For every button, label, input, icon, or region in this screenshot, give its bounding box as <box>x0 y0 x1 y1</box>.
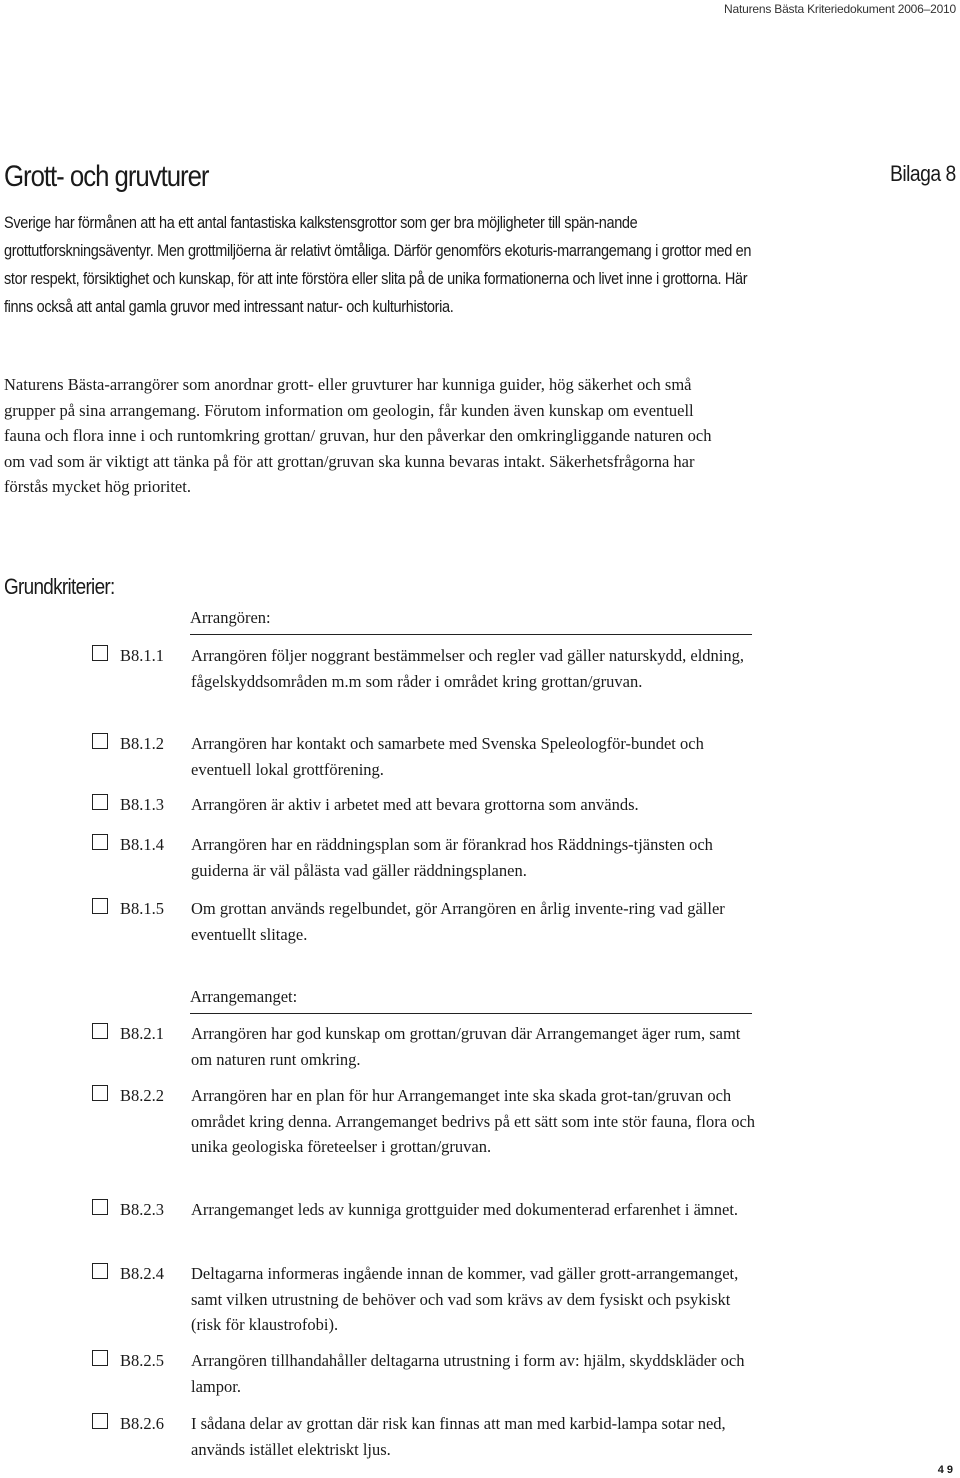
checkbox[interactable] <box>92 1023 108 1039</box>
criterion-text: Arrangören har en räddningsplan som är förankrad hos Räddnings-tjänsten och guiderna är väl pålästa vad gäller räddningsplanen. <box>191 835 713 880</box>
checkbox[interactable] <box>92 733 108 749</box>
page-title: Grott- och gruvturer <box>4 160 209 193</box>
criterion-code: B8.1.2 <box>120 734 165 753</box>
intro-paragraph: Sverige har förmånen att ha ett antal fantastiska kalkstensgrottor som ger bra möjligheter till spän-nande grottutforskningsäventyr. Men grottmiljöerna är relativt ömtåliga. Därför genomförs ekoturis-marrangemang i grottor med en stor respekt, försiktighet och kunskap, för att inte förstöra eller slita på de unika formationerna och livet inne i grottorna. Här finns också att antal gamla gruvor med intressant natur- och kulturhistoria. <box>4 214 752 316</box>
checkbox[interactable] <box>92 1413 108 1429</box>
checkbox[interactable] <box>92 1263 108 1279</box>
criterion-text: Om grottan används regelbundet, gör Arrangören en årlig invente-ring vad gäller eventuellt slitage. <box>191 899 725 944</box>
checkbox[interactable] <box>92 1350 108 1366</box>
criterion-text: Arrangören har god kunskap om grottan/gruvan där Arrangemanget äger rum, samt om naturen runt omkring. <box>191 1024 741 1069</box>
criterion-code: B8.1.5 <box>120 899 165 918</box>
checkbox[interactable] <box>92 898 108 914</box>
criterion-code: B8.2.5 <box>120 1351 165 1370</box>
group-heading-arrangoren: Arrangören: <box>190 608 752 635</box>
body-paragraph: Naturens Bästa-arrangörer som anordnar grott- eller gruvturer har kunniga guider, hög säkerhet och små grupper på sina arrangemang. Förutom information om geologin, får kunden även kunskap om eventuell fauna och flora inne i och runtomkring grottan/ gruvan, hur den påverkar den omkringliggande naturen och om vad som är viktigt att tänka på för att grottan/gruvan ska kunna bevaras intakt. Säkerhetsfrågorna har förstås mycket hög prioritet. <box>4 375 712 496</box>
checkbox[interactable] <box>92 1085 108 1101</box>
criterion-text: Arrangören följer noggrant bestämmelser och regler vad gäller naturskydd, eldning, fågelskyddsområden m.m som råder i området kring grottan/gruvan. <box>191 646 745 691</box>
criterion-code: B8.2.3 <box>120 1200 165 1219</box>
section-heading: Grundkriterier: <box>4 574 115 599</box>
criterion-code: B8.1.4 <box>120 835 165 854</box>
running-header: Naturens Bästa Kriteriedokument 2006–2010 <box>724 2 956 16</box>
checkbox[interactable] <box>92 1199 108 1215</box>
page-number: 49 <box>937 1464 956 1476</box>
appendix-label: Bilaga 8 <box>890 161 956 186</box>
criterion-text: Deltagarna informeras ingående innan de kommer, vad gäller grott-arrangemanget, samt vilken utrustning de behöver och vad som krävs av dem fysiskt och psykiskt (risk för klaustrofobi). <box>191 1264 739 1334</box>
criterion-code: B8.2.1 <box>120 1024 165 1043</box>
criterion-text: Arrangören är aktiv i arbetet med att bevara grottorna som används. <box>191 795 639 814</box>
criterion-code: B8.1.1 <box>120 646 165 665</box>
checkbox[interactable] <box>92 834 108 850</box>
checkbox[interactable] <box>92 794 108 810</box>
criterion-text: Arrangören tillhandahåller deltagarna utrustning i form av: hjälm, skyddskläder och lampor. <box>191 1351 745 1396</box>
criterion-text: I sådana delar av grottan där risk kan finnas att man med karbid-lampa sotar ned, används istället elektriskt ljus. <box>191 1414 726 1459</box>
criterion-code: B8.1.3 <box>120 795 165 814</box>
checkbox[interactable] <box>92 645 108 661</box>
criterion-code: B8.2.6 <box>120 1414 165 1433</box>
criterion-text: Arrangemanget leds av kunniga grottguider med dokumenterad erfarenhet i ämnet. <box>191 1200 739 1219</box>
criterion-code: B8.2.4 <box>120 1264 165 1283</box>
criterion-code: B8.2.2 <box>120 1086 165 1105</box>
criterion-text: Arrangören har en plan för hur Arrangemanget inte ska skada grot-tan/gruvan och området kring denna. Arrangemanget bedrivs på ett sätt som inte stör fauna, flora och unika geologiska företeelser i grottan/gruvan. <box>191 1086 756 1156</box>
criterion-text: Arrangören har kontakt och samarbete med Svenska Speleologför-bundet och eventuell lokal grottförening. <box>191 734 704 779</box>
group-heading-arrangemanget: Arrangemanget: <box>190 987 752 1014</box>
